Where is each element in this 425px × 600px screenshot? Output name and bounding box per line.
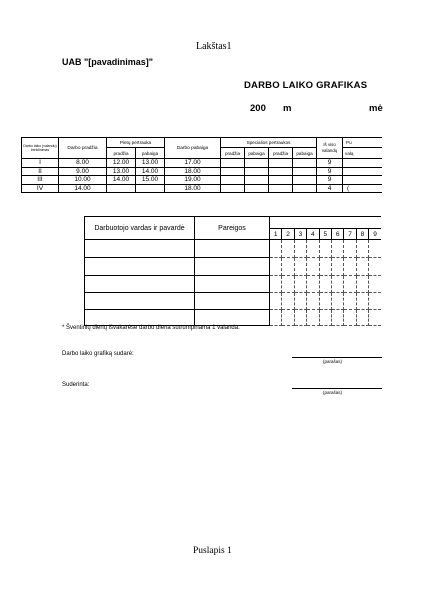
total-hours: 9 [317,176,343,185]
footnote: * Šventinių dienų išvakarėse darbo diena sutrumpinama 1 valanda. [62,325,240,331]
day-cell[interactable] [319,240,331,258]
page-footer: Puslapis 1 [193,546,232,556]
break-start: 13.00 [107,167,136,176]
day-cell[interactable] [356,293,368,310]
shift-table [21,137,382,193]
day-header: 6 [331,229,343,240]
special-end-1-subheader: pabaiga [245,148,269,159]
day-cell[interactable] [369,276,381,293]
day-cell[interactable] [319,258,331,276]
approved-signature-caption: (parašas) [323,390,343,395]
employee-name-cell[interactable] [85,240,195,258]
col-start-header: Darbo pradžia [59,138,107,159]
col-partial-subheader: valą [343,148,382,159]
day-cell[interactable] [307,276,319,293]
start-time: 10.00 [59,176,107,185]
table-row [85,293,382,310]
employee-schedule-table [84,216,381,326]
special-cell [245,184,269,193]
shift-code: II [22,167,59,176]
shift-code: III [22,176,59,185]
employee-name-cell[interactable] [85,258,195,276]
col-total-header: Iš viso valandų [317,138,343,159]
day-cell[interactable] [319,276,331,293]
day-cell[interactable] [344,240,356,258]
table-row [85,258,382,276]
day-cell[interactable] [331,293,343,310]
break-end [136,184,165,193]
day-cell[interactable] [344,276,356,293]
day-cell[interactable] [331,276,343,293]
day-header: 2 [282,229,294,240]
col-special-header: Specialios pertraukos [221,138,317,148]
day-cell[interactable] [282,310,294,326]
table-row [85,240,382,258]
col-partial-header: Pu [343,138,382,148]
special-cell [293,176,317,185]
special-cell [269,159,293,168]
break-end: 14.00 [136,167,165,176]
day-cell[interactable] [294,293,306,310]
day-cell[interactable] [294,310,306,326]
total-hours: 4 [317,184,343,193]
break-end: 13.00 [136,159,165,168]
day-cell[interactable] [294,240,306,258]
special-cell [293,184,317,193]
approved-label: Suderinta: [62,382,90,388]
day-cell[interactable] [294,258,306,276]
position-cell[interactable] [195,276,270,293]
special-cell [221,176,245,185]
break-start: 12.00 [107,159,136,168]
special-cell [245,176,269,185]
break-start [107,184,136,193]
position-cell[interactable] [195,310,270,326]
partial-hours [343,176,382,185]
year-suffix: m [283,103,292,114]
day-header: 7 [344,229,356,240]
day-cell[interactable] [331,240,343,258]
special-cell [245,167,269,176]
day-cell[interactable] [344,310,356,326]
day-cell[interactable] [270,258,282,276]
break-end-subheader: pabaiga [136,148,165,159]
day-cell[interactable] [282,276,294,293]
day-cell[interactable] [344,258,356,276]
special-cell [245,159,269,168]
shift-code: I [22,159,59,168]
table-row [22,159,382,168]
partial-hours [343,159,382,168]
day-cell[interactable] [282,293,294,310]
special-cell [269,167,293,176]
day-cell[interactable] [356,240,368,258]
day-cell[interactable] [356,310,368,326]
day-header: 5 [319,229,331,240]
position-cell[interactable] [195,240,270,258]
special-cell [221,159,245,168]
prepared-signature-caption: (parašas) [323,359,343,364]
position-cell[interactable] [195,293,270,310]
shift-code: IV [22,184,59,193]
day-cell[interactable] [369,240,381,258]
day-cell[interactable] [282,258,294,276]
partial-hours: ( [343,184,382,193]
days-header [270,217,382,229]
day-cell[interactable] [270,276,282,293]
table-row [22,176,382,185]
table-row [22,167,382,176]
day-header: 9 [369,229,381,240]
day-cell[interactable] [319,310,331,326]
year-field: 200 [250,103,266,114]
day-header: 3 [294,229,306,240]
approved-signature-line [292,388,382,389]
col-shift-header: Darbo laiko (valandų) ženklinimas [22,138,59,159]
start-time: 14.00 [59,184,107,193]
day-header: 8 [356,229,368,240]
day-cell[interactable] [282,240,294,258]
col-position: Pareigos [195,217,270,240]
special-start-2-subheader: pradžia [269,148,293,159]
table-row [22,184,382,193]
special-cell [269,184,293,193]
day-cell[interactable] [270,293,282,310]
special-start-1-subheader: pradžia [221,148,245,159]
col-employee-name: Darbuotojo vardas ir pavardė [85,217,195,240]
day-header: 4 [307,229,319,240]
partial-hours [343,167,382,176]
position-cell[interactable] [195,258,270,276]
day-cell[interactable] [270,240,282,258]
end-time: 17.00 [165,159,221,168]
day-cell[interactable] [307,240,319,258]
prepared-by-label: Darbo laiko grafiką sudarė: [62,351,134,357]
day-cell[interactable] [307,258,319,276]
col-end-header: Darbo pabaiga [165,138,221,159]
special-cell [221,184,245,193]
day-cell[interactable] [369,258,381,276]
break-end: 15.00 [136,176,165,185]
special-cell [221,167,245,176]
day-cell[interactable] [307,310,319,326]
break-start-subheader: pradžia [107,148,136,159]
start-time: 8.00 [59,159,107,168]
employee-name-cell[interactable] [85,310,195,326]
month-field: mė [369,103,383,114]
end-time: 19.00 [165,176,221,185]
total-hours: 9 [317,159,343,168]
special-cell [293,159,317,168]
table-row [85,276,382,293]
day-cell[interactable] [331,258,343,276]
employee-name-cell[interactable] [85,293,195,310]
day-cell[interactable] [307,293,319,310]
special-cell [269,176,293,185]
day-header: 1 [270,229,282,240]
day-cell[interactable] [356,258,368,276]
total-hours: 9 [317,167,343,176]
day-cell[interactable] [369,310,381,326]
special-cell [293,167,317,176]
break-start: 14.00 [107,176,136,185]
special-end-2-subheader: pabaiga [293,148,317,159]
day-cell[interactable] [344,293,356,310]
sheet-title: Lakštas1 [196,41,232,52]
day-cell[interactable] [319,293,331,310]
table-row [85,310,382,326]
col-break-header: Pietų pertrauka [107,138,165,148]
end-time: 18.00 [165,167,221,176]
day-cell[interactable] [356,276,368,293]
day-cell[interactable] [369,293,381,310]
document-title: DARBO LAIKO GRAFIKAS [244,80,368,91]
employee-name-cell[interactable] [85,276,195,293]
company-name: UAB "[pavadinimas]" [62,57,154,67]
day-cell[interactable] [331,310,343,326]
end-time: 18.00 [165,184,221,193]
day-cell[interactable] [294,276,306,293]
day-cell[interactable] [270,310,282,326]
start-time: 9.00 [59,167,107,176]
prepared-signature-line [292,357,382,358]
